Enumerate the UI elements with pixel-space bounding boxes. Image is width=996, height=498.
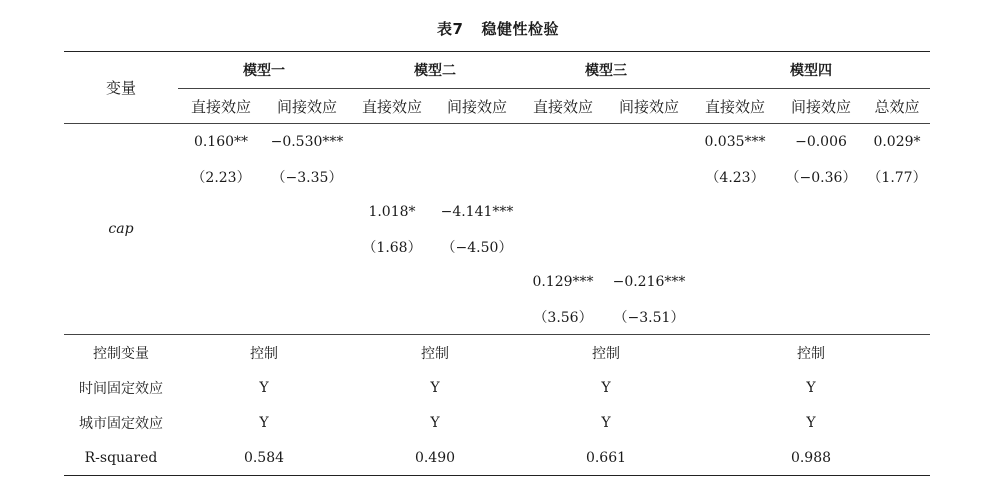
table-caption (0, 18, 996, 39)
m4-indirect-coef: −0.006 (795, 133, 847, 150)
model-4-header: 模型四 (692, 52, 930, 89)
m4-time-fe: Y (806, 379, 816, 396)
table-row (64, 335, 930, 370)
m4-direct-t: （4.23） (705, 169, 765, 186)
m2-indirect-header: 间接效应 (434, 89, 520, 124)
time-fe-label: 时间固定效应 (79, 380, 163, 397)
table-row (64, 370, 930, 405)
m4-total-t: （1.77） (867, 169, 927, 186)
m4-total-header: 总效应 (864, 89, 930, 124)
header-row-effects (64, 89, 930, 124)
m3-direct-t: （3.56） (533, 309, 593, 326)
m3-direct-header: 直接效应 (520, 89, 606, 124)
m2-direct-coef: 1.018* (368, 203, 416, 220)
m3-direct-coef: 0.129*** (532, 273, 594, 290)
table-row (64, 194, 930, 229)
m4-direct-header: 直接效应 (692, 89, 778, 124)
m1-controls: 控制 (250, 345, 278, 362)
m1-direct-coef: 0.160** (193, 133, 249, 150)
table-row (64, 229, 930, 264)
r-squared-label: R-squared (84, 449, 158, 466)
m2-indirect-t: （−4.50） (441, 239, 513, 256)
m2-city-fe: Y (430, 414, 440, 431)
city-fe-label: 城市固定效应 (79, 415, 163, 432)
table-row (64, 159, 930, 194)
m3-r-squared: 0.661 (585, 449, 627, 466)
m4-direct-coef: 0.035*** (704, 133, 766, 150)
header-row-models (64, 52, 930, 89)
variable-header: 变量 (64, 52, 178, 124)
m2-time-fe: Y (430, 379, 440, 396)
m3-city-fe: Y (601, 414, 611, 431)
table-row (64, 264, 930, 299)
table-row (64, 124, 930, 160)
m3-indirect-header: 间接效应 (606, 89, 692, 124)
m4-indirect-header: 间接效应 (778, 89, 864, 124)
m1-time-fe: Y (259, 379, 269, 396)
table-row (64, 299, 930, 335)
m4-r-squared: 0.988 (790, 449, 832, 466)
m2-r-squared: 0.490 (414, 449, 456, 466)
m1-direct-t: （2.23） (191, 169, 251, 186)
m1-indirect-coef: −0.530*** (270, 133, 344, 150)
table-row (64, 440, 930, 476)
m4-controls: 控制 (797, 345, 825, 362)
m1-direct-header: 直接效应 (178, 89, 264, 124)
model-2-header: 模型二 (350, 52, 520, 89)
m4-city-fe: Y (806, 414, 816, 431)
table-row (64, 405, 930, 440)
m4-indirect-t: （−0.36） (785, 169, 857, 186)
m1-r-squared: 0.584 (243, 449, 285, 466)
m1-indirect-t: （−3.35） (271, 169, 343, 186)
m1-indirect-header: 间接效应 (264, 89, 350, 124)
table-number: 表7 (437, 20, 464, 38)
m4-total-coef: 0.029* (873, 133, 921, 150)
m3-indirect-t: （−3.51） (613, 309, 685, 326)
robustness-table (64, 51, 930, 476)
m2-direct-header: 直接效应 (350, 89, 434, 124)
m1-city-fe: Y (259, 414, 269, 431)
controls-label: 控制变量 (93, 345, 149, 362)
model-1-header: 模型一 (178, 52, 350, 89)
variable-cap: cap (108, 221, 134, 237)
model-3-header: 模型三 (520, 52, 692, 89)
m2-controls: 控制 (421, 345, 449, 362)
m2-direct-t: （1.68） (362, 239, 422, 256)
m3-indirect-coef: −0.216*** (612, 273, 686, 290)
table-title: 稳健性检验 (481, 20, 559, 38)
m3-controls: 控制 (592, 345, 620, 362)
m2-indirect-coef: −4.141*** (440, 203, 514, 220)
m3-time-fe: Y (601, 379, 611, 396)
